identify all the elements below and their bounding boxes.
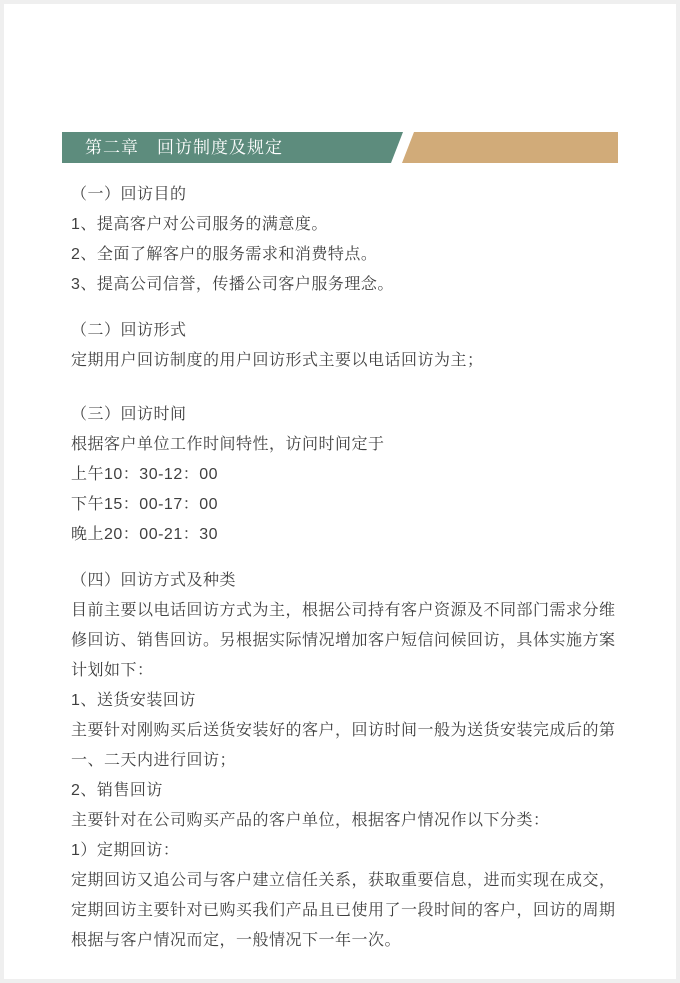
document-body — [71, 180, 631, 956]
section-heading: （二）回访形式 — [71, 322, 187, 339]
paragraph-line: 3、提高公司信誉，传播公司客户服务理念。 — [71, 276, 394, 293]
section-time — [71, 400, 631, 550]
time-slot-evening: 晚上20：00-21：30 — [71, 526, 219, 543]
paragraph-line: 计划如下： — [71, 662, 154, 679]
section-methods — [71, 566, 631, 956]
section-form — [71, 316, 631, 376]
chapter-title: 第二章 回访制度及规定 — [85, 138, 283, 157]
list-item-periodic-visit: 1）定期回访： — [71, 842, 180, 859]
list-item-sales-visit: 2、销售回访 — [71, 782, 163, 799]
section-heading: （三）回访时间 — [71, 406, 187, 423]
list-item-delivery-visit: 1、送货安装回访 — [71, 692, 196, 709]
chapter-banner — [62, 132, 618, 163]
paragraph-line: 修回访、销售回访。另根据实际情况增加客户短信问候回访，具体实施方案 — [71, 632, 616, 649]
section-heading: （四）回访方式及种类 — [71, 572, 237, 589]
paragraph-line: 一、二天内进行回访； — [71, 752, 237, 769]
paragraph-line: 目前主要以电话回访方式为主，根据公司持有客户资源及不同部门需求分维 — [71, 602, 616, 619]
time-slot-afternoon: 下午15：00-17：00 — [71, 496, 219, 513]
time-slot-morning: 上午10：30-12：00 — [71, 466, 219, 483]
section-heading: （一）回访目的 — [71, 186, 187, 203]
paragraph-line: 主要针对刚购买后送货安装好的客户，回访时间一般为送货安装完成后的第 — [71, 722, 616, 739]
paragraph-line: 1、提高客户对公司服务的满意度。 — [71, 216, 328, 233]
paragraph-line: 定期用户回访制度的用户回访形式主要以电话回访为主； — [71, 352, 484, 369]
section-purpose — [71, 180, 631, 300]
paragraph-line: 定期回访主要针对已购买我们产品且已使用了一段时间的客户，回访的周期 — [71, 902, 616, 919]
paragraph-line: 定期回访又追公司与客户建立信任关系，获取重要信息，进而实现在成交， — [71, 872, 616, 889]
paragraph-line: 2、全面了解客户的服务需求和消费特点。 — [71, 246, 378, 263]
paragraph-line: 主要针对在公司购买产品的客户单位，根据客户情况作以下分类： — [71, 812, 550, 829]
paragraph-line: 根据与客户情况而定，一般情况下一年一次。 — [71, 932, 402, 949]
paragraph-line: 根据客户单位工作时间特性，访问时间定于 — [71, 436, 385, 453]
